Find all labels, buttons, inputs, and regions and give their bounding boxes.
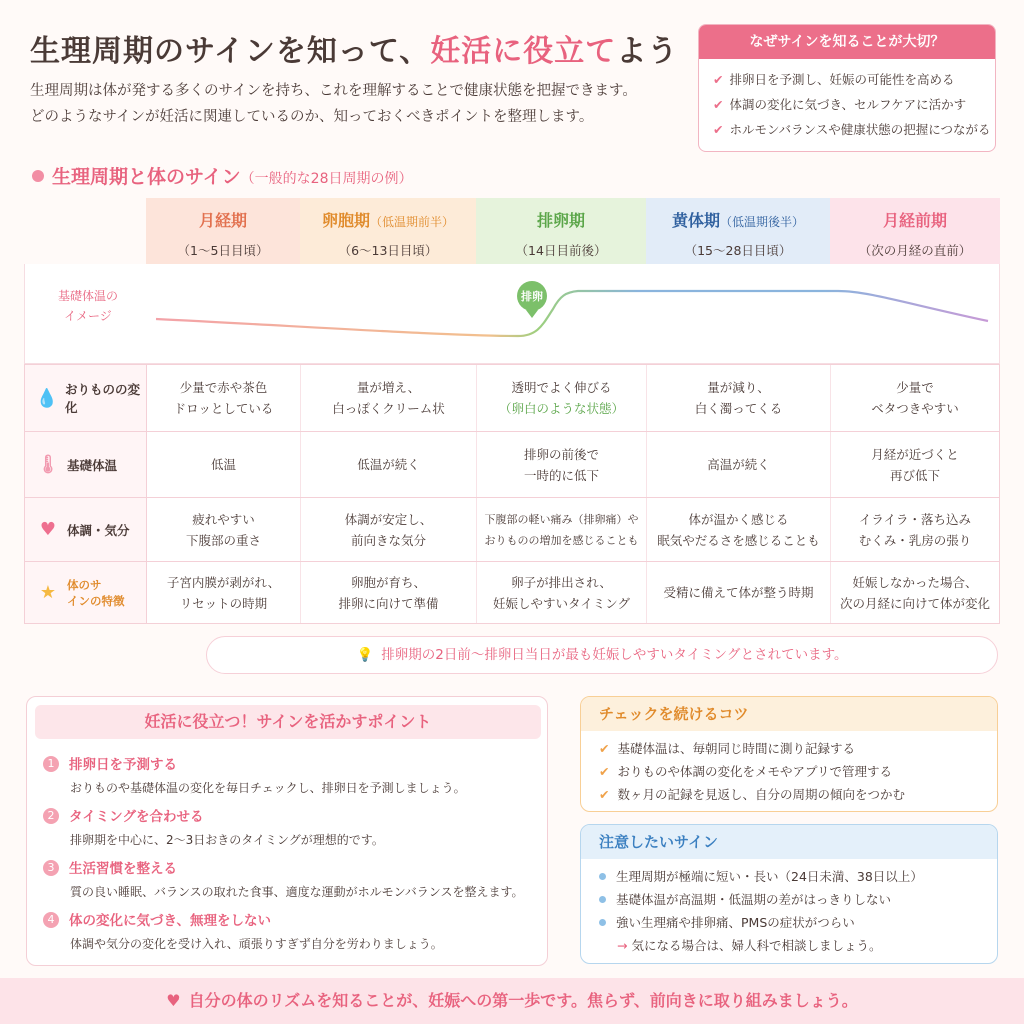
caution-note — [581, 934, 997, 957]
point-title: 生活習慣を整える — [69, 861, 177, 877]
cell-line: リセットの時期 — [179, 595, 268, 611]
cell-line: 排卵の前後で — [523, 446, 599, 462]
point-number: 3 — [43, 860, 59, 876]
point-number: 1 — [43, 756, 59, 772]
intro-line-2: どのようなサインが妊活に関連しているのか、知っておくべきポイントを整理します。 — [30, 109, 594, 125]
point-title: タイミングを合わせる — [69, 809, 204, 825]
table-cell — [147, 498, 301, 561]
table-row-discharge — [25, 365, 999, 431]
caution-item — [599, 888, 997, 911]
cell-line: 卵子が排出され、 — [511, 574, 612, 590]
lightbulb-icon: 💡 — [356, 647, 374, 663]
table-cell — [301, 562, 477, 623]
phase-header-menstrual — [146, 198, 300, 264]
cell-line: 体が温かく感じる — [688, 511, 789, 527]
check-tip-item — [599, 783, 997, 806]
cell-line: ベタつきやすい — [871, 401, 959, 416]
why-box-title: なぜサインを知ることが大切？ — [699, 25, 995, 59]
why-item-text: 体調の変化に気づき、セルフケアに活かす — [729, 97, 967, 112]
cell-line: 疲れやすい — [192, 511, 255, 527]
cell-line: 低温が続く — [357, 457, 420, 472]
row-label — [25, 365, 147, 431]
row-label — [25, 498, 147, 561]
phase-header-luteal — [646, 198, 830, 264]
phase-name-text: 卵胞期 — [321, 211, 370, 230]
heart-icon: ♥ — [39, 519, 57, 540]
points-title: 妊活に役立つ！サインを活かすポイント — [35, 705, 541, 739]
why-item-text: ホルモンバランスや健康状態の把握につながる — [729, 122, 991, 137]
table-cell — [831, 498, 999, 561]
table-cell — [647, 498, 831, 561]
ovulation-pointer — [526, 310, 538, 318]
table-cell — [477, 365, 647, 431]
point-title: 排卵日を予測する — [69, 757, 177, 773]
check-tips-title: チェックを続けるコツ — [581, 697, 997, 731]
caution-text: 強い生理痛や排卵痛、PMSの症状がつらい — [616, 915, 855, 930]
point-desc: おりものや基礎体温の変化を毎日チェックし、排卵日を予測しましょう。 — [70, 781, 466, 795]
table-row-bbt — [25, 431, 999, 497]
why-box — [698, 24, 996, 152]
thermometer-icon: 🌡 — [36, 454, 60, 475]
caution-note-text: 気になる場合は、婦人科で相談しましょう。 — [631, 938, 882, 953]
cell-line: 一時的に低下 — [523, 467, 599, 483]
table-cell — [647, 562, 831, 623]
caution-list — [581, 859, 997, 934]
table-cell — [147, 432, 301, 497]
cell-line: 高温が続く — [707, 457, 770, 472]
check-tips-box — [580, 696, 998, 812]
cell-line: 次の月経に向けて体が変化 — [839, 595, 990, 611]
table-cell — [831, 365, 999, 431]
caution-signs-box — [580, 824, 998, 964]
bullet-dot-icon — [32, 170, 44, 182]
cell-line: 受精に備えて体が整う時期 — [663, 585, 814, 600]
caution-text: 基礎体温が高温期・低温期の差がはっきりしない — [616, 892, 892, 907]
title-end: よう — [616, 34, 679, 69]
check-tip-item — [599, 737, 997, 760]
point-item — [43, 909, 443, 952]
table-cell — [831, 432, 999, 497]
caution-title: 注意したいサイン — [581, 825, 997, 859]
point-desc: 質の良い睡眠、バランスの取れた食事、適度な運動がホルモンバランスを整えます。 — [70, 885, 524, 899]
table-cell — [831, 562, 999, 623]
cell-line: 少量で — [896, 380, 934, 395]
cell-line: イライラ・落ち込み — [858, 511, 972, 527]
phase-name-text: 月経前期 — [882, 211, 947, 230]
why-item — [713, 67, 995, 92]
table-cell — [647, 432, 831, 497]
tip-text: 排卵期の2日前〜排卵日当日が最も妊娠しやすいタイミングとされています。 — [381, 647, 848, 663]
phase-sub: （低温期後半） — [720, 215, 805, 229]
cell-line: 下腹部の軽い痛み（排卵痛）や — [484, 512, 639, 526]
bullet-dot-icon — [599, 919, 606, 926]
why-item — [713, 117, 995, 142]
phase-range: （次の月経の直前） — [858, 243, 972, 258]
check-tip-item — [599, 760, 997, 783]
phase-name — [476, 208, 646, 231]
why-box-list — [699, 59, 995, 142]
row-label-line-1: 体のサ — [67, 577, 102, 592]
cell-line: 白っぽくクリーム状 — [332, 401, 445, 416]
table-cell — [477, 432, 647, 497]
check-icon: ✔ — [713, 97, 724, 112]
why-item — [713, 92, 995, 117]
point-item — [43, 857, 523, 900]
cell-line: 低温 — [210, 457, 236, 472]
bullet-dot-icon — [599, 896, 606, 903]
drop-icon: 💧 — [35, 387, 59, 409]
table-cell — [477, 498, 647, 561]
bullet-dot-icon — [599, 873, 606, 880]
row-label-line-2: インの特徴 — [67, 593, 125, 608]
caution-item — [599, 865, 997, 888]
cell-line: 体調が安定し、 — [344, 511, 433, 527]
cell-line: 妊娠しなかった場合、 — [852, 574, 978, 590]
fertile-window-tip — [206, 636, 998, 674]
intro-line-1: 生理周期は体が発する多くのサインを持ち、これを理解することで健康状態を把握できます。 — [30, 83, 637, 99]
caution-text: 生理周期が極端に短い・長い（24日未満、38日以上） — [616, 869, 923, 884]
cell-line: （卵白のような状態） — [498, 401, 624, 416]
bbt-curve-chart — [148, 264, 1000, 364]
section-title-cycle — [32, 162, 413, 189]
table-cell — [147, 365, 301, 431]
arrow-right-icon: → — [617, 938, 628, 953]
cell-line: 量が増え、 — [356, 380, 421, 395]
cell-line: むくみ・乳房の張り — [858, 532, 972, 548]
page-title — [30, 26, 678, 70]
phase-name-text: 月経期 — [198, 211, 247, 230]
phase-range: （14日目前後） — [515, 243, 607, 258]
cell-line: 量が減り、 — [707, 380, 770, 395]
check-icon: ✔ — [713, 122, 724, 137]
cell-line: 透明でよく伸びる — [511, 380, 612, 395]
phase-name — [300, 208, 476, 231]
point-item — [43, 805, 384, 848]
bbt-curve — [156, 291, 988, 336]
phase-name — [646, 208, 830, 231]
check-tips-list — [581, 731, 997, 806]
bbt-label-line-1: 基礎体温の — [57, 289, 118, 303]
table-cell — [301, 365, 477, 431]
phase-range: （15〜28日目頃） — [684, 243, 792, 258]
intro-text — [30, 78, 637, 130]
section-subtitle: （一般的な28日周期の例） — [240, 171, 413, 187]
phase-header-premenstrual — [830, 198, 1000, 264]
phase-sub: （低温期前半） — [370, 215, 455, 229]
cell-line: 眠気やだるさを感じることも — [657, 532, 820, 548]
check-icon: ✔ — [599, 764, 610, 779]
point-number: 2 — [43, 808, 59, 824]
cell-line: 妊娠しやすいタイミング — [492, 595, 630, 611]
cell-line: 排卵に向けて準備 — [338, 595, 439, 611]
cell-line: おりものの増加を感じることも — [484, 533, 639, 547]
row-label-text: 基礎体温 — [67, 457, 118, 473]
check-icon: ✔ — [599, 787, 610, 802]
title-accent: 妊活に役立て — [430, 34, 617, 69]
table-row-features — [25, 561, 999, 623]
star-icon: ★ — [39, 582, 57, 603]
check-icon: ✔ — [599, 741, 610, 756]
tips-points-box — [26, 696, 548, 966]
cell-line: 月経が近づくと — [871, 446, 959, 462]
table-row-mood — [25, 497, 999, 561]
point-title: 体の変化に気づき、無理をしない — [69, 913, 271, 929]
check-icon: ✔ — [713, 72, 724, 87]
phase-range: （6〜13日目頃） — [338, 243, 438, 258]
point-number: 4 — [43, 912, 59, 928]
phase-name — [146, 208, 300, 231]
footer-banner — [0, 978, 1024, 1024]
cell-line: 前向きな気分 — [350, 532, 426, 548]
phase-name-text: 排卵期 — [536, 211, 585, 230]
cell-line: ドロッとしている — [173, 401, 274, 416]
footer-text: 自分の体のリズムを知ることが、妊娠への第一歩です。焦らず、前向きに取り組みましょう。 — [188, 991, 858, 1010]
row-label-text: 体調・気分 — [67, 522, 130, 538]
row-label-text: おりものの変化 — [65, 382, 141, 415]
phase-range: （1〜5日目頃） — [177, 243, 269, 258]
cycle-signs-table — [24, 364, 1000, 624]
phase-header-follicular — [300, 198, 476, 264]
phase-header-ovulation — [476, 198, 646, 264]
cell-line: 少量で赤や茶色 — [179, 380, 268, 395]
table-cell — [301, 432, 477, 497]
table-cell — [147, 562, 301, 623]
heart-icon: ♥ — [166, 991, 181, 1010]
section-title-text: 生理周期と体のサイン — [52, 166, 241, 188]
title-main: 生理周期のサインを知って、 — [30, 34, 431, 69]
table-cell — [477, 562, 647, 623]
check-tip-text: 基礎体温は、毎朝同じ時間に測り記録する — [617, 741, 855, 756]
check-tip-text: 数ヶ月の記録を見返し、自分の周期の傾向をつかむ — [617, 787, 905, 802]
bbt-chart-label — [40, 286, 136, 326]
row-label — [25, 432, 147, 497]
cell-line: 卵胞が育ち、 — [350, 574, 426, 590]
point-desc: 体調や気分の変化を受け入れ、頑張りすぎず自分を労わりましょう。 — [70, 937, 443, 951]
bbt-label-line-2: イメージ — [64, 309, 112, 323]
table-cell — [647, 365, 831, 431]
phase-name-text: 黄体期 — [671, 211, 720, 230]
point-item — [43, 753, 466, 796]
phase-name — [830, 208, 1000, 231]
cell-line: 下腹部の重さ — [185, 532, 261, 548]
table-cell — [301, 498, 477, 561]
ovulation-badge-text: 排卵 — [521, 290, 543, 303]
row-label — [25, 562, 147, 623]
cell-line: 子宮内膜が剥がれ、 — [166, 574, 281, 590]
cell-line: 白く濁ってくる — [694, 401, 783, 416]
point-desc: 排卵期を中心に、2〜3日おきのタイミングが理想的です。 — [70, 833, 384, 847]
why-item-text: 排卵日を予測し、妊娠の可能性を高める — [729, 72, 955, 87]
cell-line: 再び低下 — [889, 467, 940, 483]
check-tip-text: おりものや体調の変化をメモやアプリで管理する — [617, 764, 892, 779]
caution-item — [599, 911, 997, 934]
